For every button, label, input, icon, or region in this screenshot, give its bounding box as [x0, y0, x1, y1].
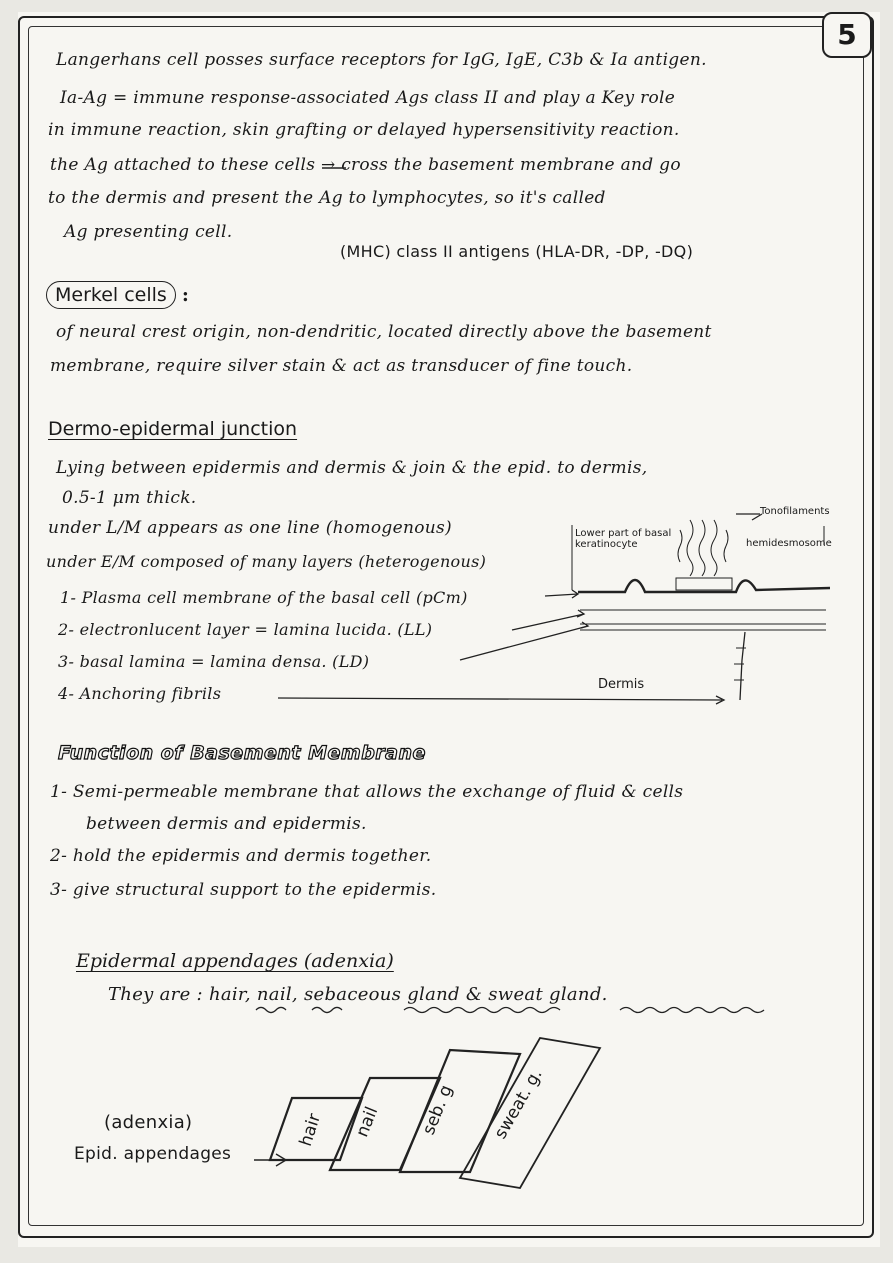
page-number: 5 [822, 12, 872, 58]
langerhans-line-4: the Ag attached to these cells → cross the basement membrane and go [50, 155, 681, 175]
appendages-line: They are : hair, nail, sebaceous gland & sweat gland. [108, 984, 608, 1005]
dej-item-4: 4- Anchoring fibrils [58, 684, 222, 703]
diagram-label-dermis: Dermis [598, 677, 645, 692]
appendage-box-nail: nail [352, 1104, 383, 1140]
appendage-box-sweat: sweat. g. [490, 1065, 547, 1143]
dej-item-2: 2- electronlucent layer = lamina lucida. (LL) [58, 620, 433, 639]
dej-heading: Dermo-epidermal junction [48, 418, 298, 440]
merkel-heading-colon: : [181, 284, 189, 306]
dej-item-3: 3- basal lamina = lamina densa. (LD) [58, 652, 370, 671]
dej-line-2: 0.5-1 μm thick. [62, 488, 197, 508]
langerhans-line-3: in immune reaction, skin grafting or delayed hypersensitivity reaction. [48, 120, 680, 140]
dej-line-4: under E/M composed of many layers (heterogenous) [46, 552, 487, 571]
diagram-label-lower-keratinocyte: Lower part of basal keratinocyte [575, 528, 672, 550]
langerhans-line-2: Ia-Ag = immune response-associated Ags class II and play a Key role [60, 88, 676, 108]
wavy-underlines [256, 1008, 764, 1013]
appendages-heading: Epidermal appendages (adenxia) [76, 950, 394, 972]
merkel-line-1: of neural crest origin, non-dendritic, located directly above the basement [56, 322, 712, 342]
merkel-line-2: membrane, require silver stain & act as transducer of fine touch. [50, 356, 633, 376]
appendages-diagram-label: Epid. appendages [74, 1144, 232, 1164]
diagram-label-tonofilaments: Tonofilaments [760, 506, 830, 517]
function-item-3: 3- give structural support to the epidermis. [50, 880, 437, 900]
function-item-2: 2- hold the epidermis and dermis together. [50, 846, 432, 866]
langerhans-line-6: Ag presenting cell. [64, 222, 233, 242]
appendage-box-hair: hair [295, 1111, 326, 1149]
langerhans-line-5: to the dermis and present the Ag to lymphocytes, so it's called [48, 188, 606, 208]
dej-line-1: Lying between epidermis and dermis & join & the epid. to dermis, [56, 458, 648, 478]
mhc-note: (MHC) class II antigens (HLA-DR, -DP, -DQ) [340, 242, 694, 261]
diagram-label-hemidesmosome: hemidesmosome [746, 538, 832, 549]
appendage-box-sebaceous: seb. g [418, 1082, 457, 1138]
function-heading: Function of Basement Membrane [58, 742, 426, 764]
dej-diagram [278, 514, 830, 704]
merkel-heading-text: Merkel cells [46, 281, 176, 309]
dej-line-3: under L/M appears as one line (homogenous) [48, 518, 452, 538]
appendages-diagram-label-top: (adenxia) [104, 1112, 193, 1133]
langerhans-line-1: Langerhans cell posses surface receptors for IgG, IgE, C3b & Ia antigen. [56, 50, 707, 70]
function-item-1-cont: between dermis and epidermis. [86, 814, 367, 834]
dej-item-1: 1- Plasma cell membrane of the basal cell (pCm) [60, 588, 468, 607]
function-item-1: 1- Semi-permeable membrane that allows the exchange of fluid & cells [50, 782, 684, 802]
